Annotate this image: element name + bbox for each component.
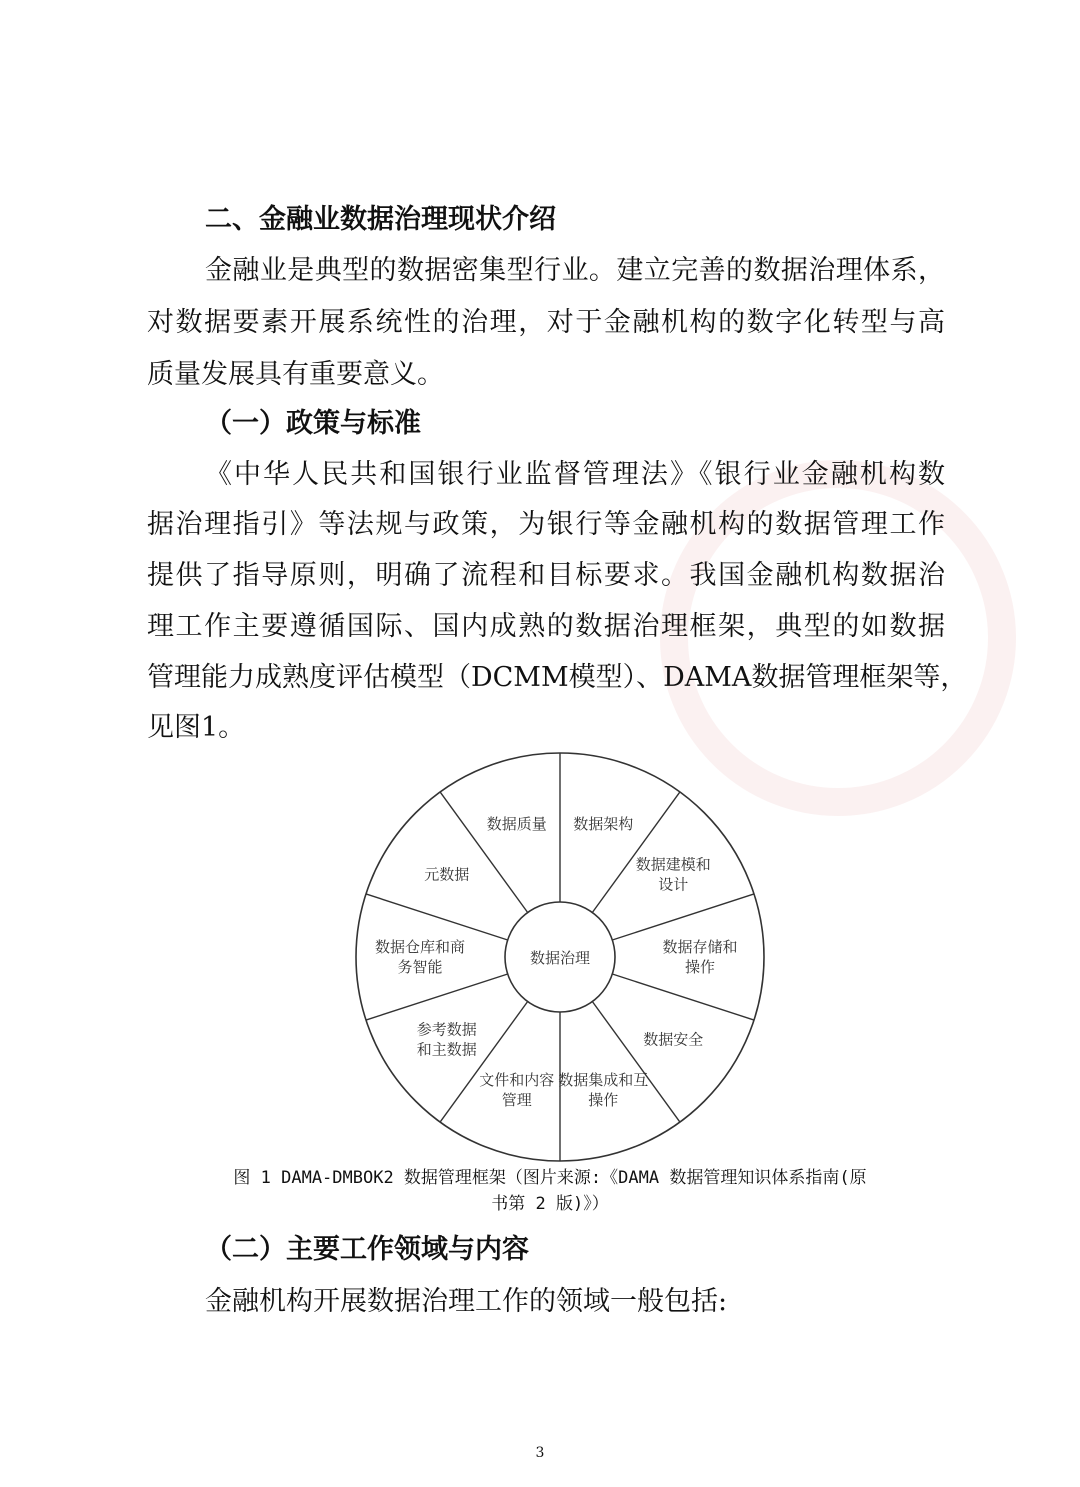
segment-divider: [592, 792, 680, 913]
paragraph-line: 理工作主要遵循国际、国内成熟的数据治理框架，典型的如数据: [147, 611, 945, 642]
figure-caption: 图 1 DAMA-DMBOK2 数据管理框架（图片来源:《DAMA 数据管理知识体系指南(原: [233, 1168, 867, 1188]
segment-label: 元数据: [424, 865, 470, 884]
segment-divider: [366, 974, 508, 1020]
segment-label: 数据存储和操作: [662, 938, 738, 976]
center-label: 数据治理: [529, 949, 591, 967]
page-number: 3: [535, 1445, 545, 1461]
paragraph-line: 《中华人民共和国银行业监督管理法》《银行业金融机构数: [205, 459, 945, 490]
paragraph-line: 提供了指导原则，明确了流程和目标要求。我国金融机构数据治: [147, 560, 945, 591]
segment-label: 参考数据和主数据: [416, 1020, 477, 1059]
segment-label: 数据安全: [643, 1030, 704, 1049]
segment-divider: [612, 894, 754, 940]
section-heading: 二、金融业数据治理现状介绍: [205, 204, 556, 235]
dama-wheel-diagram: [350, 750, 770, 1170]
paragraph-line: 质量发展具有重要意义。: [147, 359, 444, 390]
segment-label: 数据建模和设计: [635, 855, 711, 894]
paragraph-line: 据治理指引》等法规与政策，为银行等金融机构的数据管理工作: [147, 509, 945, 540]
paragraph-line: 金融业是典型的数据密集型行业。建立完善的数据治理体系，: [205, 255, 945, 286]
segment-divider: [366, 894, 508, 940]
paragraph-line: 见图1。: [147, 712, 246, 743]
paragraph-line: 对数据要素开展系统性的治理，对于金融机构的数字化转型与高: [147, 307, 945, 338]
segment-label: 数据仓库和商务智能: [374, 938, 466, 976]
subheading-policy: （一）政策与标准: [205, 408, 421, 439]
figure-caption: 书第 2 版)》）: [491, 1194, 609, 1214]
segment-label: 数据集成和互操作: [558, 1071, 649, 1110]
segment-divider: [612, 974, 754, 1020]
paragraph-line: 金融机构开展数据治理工作的领域一般包括:: [205, 1286, 728, 1317]
paragraph-line: 管理能力成熟度评估模型（DCMM模型）、DAMA数据管理框架等，: [147, 662, 968, 693]
segment-label: 数据架构: [573, 814, 634, 833]
segment-divider: [440, 792, 528, 913]
segment-label: 文件和内容管理: [479, 1071, 555, 1110]
subheading-work-areas: （二）主要工作领域与内容: [205, 1234, 529, 1265]
segment-label: 数据质量: [486, 814, 547, 833]
